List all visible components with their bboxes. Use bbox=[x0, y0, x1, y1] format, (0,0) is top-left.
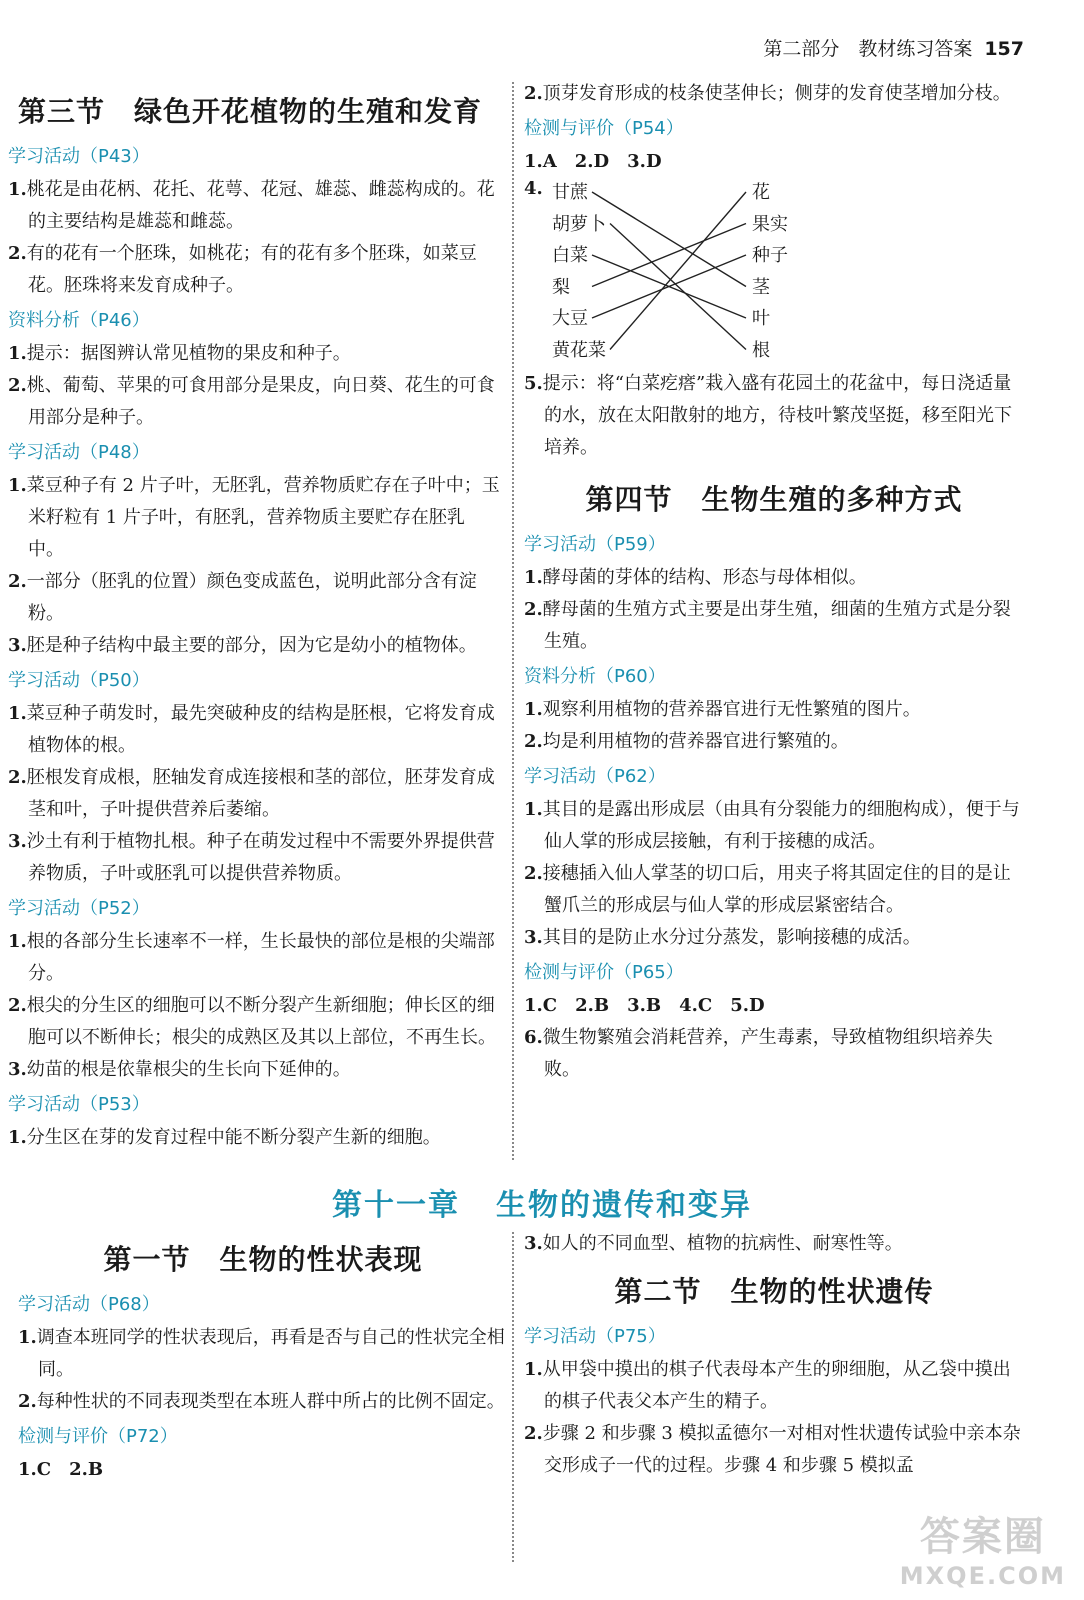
match-line bbox=[592, 224, 746, 287]
answer-item: 5.提示：将“白菜疙瘩”栽入盛有花园土的花盆中，每日浇适量的水，放在太阳散射的地方，待枝叶繁茂坚挺，移至阳光下培养。 bbox=[524, 373, 1012, 458]
answer-item: 1.提示：据图辨认常见植物的果皮和种子。 bbox=[8, 343, 351, 364]
answer-item: 3.其目的是防止水分过分蒸发，影响接穗的成活。 bbox=[524, 927, 921, 948]
answer-item: 3.幼苗的根是依靠根尖的生长向下延伸的。 bbox=[8, 1059, 351, 1080]
chapter-title bbox=[0, 1180, 1084, 1224]
section-label: 学习活动（P53） bbox=[8, 1094, 150, 1115]
left-blocks bbox=[8, 142, 500, 1154]
match-right-item: 果实 bbox=[752, 213, 788, 235]
match-left-item: 白菜 bbox=[552, 245, 588, 266]
section-label: 学习活动（P52） bbox=[8, 898, 150, 919]
section-title-1: 第一节 生物的性状表现 bbox=[103, 1243, 423, 1276]
section-label: 学习活动（P48） bbox=[8, 442, 150, 463]
match-right-item: 叶 bbox=[752, 308, 770, 329]
match-line bbox=[610, 224, 746, 350]
section-label: 检测与评价（P72） bbox=[18, 1426, 178, 1447]
choice-answers: 1.A 2.D 3.D bbox=[524, 151, 662, 172]
section-title-2: 第二节 生物的性状遗传 bbox=[614, 1275, 934, 1308]
section-label: 学习活动（P75） bbox=[524, 1326, 666, 1347]
answer-item: 3.沙土有利于植物扎根。种子在萌发过程中不需要外界提供营养物质，子叶或胚乳可以提供营养物质。 bbox=[8, 831, 495, 884]
answer-item: 1.菜豆种子有 2 片子叶，无胚乳，营养物质贮存在子叶中；玉米籽粒有 1 片子叶，有胚乳，营养物质主要贮存在胚乳中。 bbox=[8, 475, 500, 560]
answer-item: 1.菜豆种子萌发时，最先突破种皮的结构是胚根，它将发育成植物体的根。 bbox=[8, 703, 495, 756]
bottom-right-column bbox=[524, 1228, 1024, 1482]
section-label: 资料分析（P60） bbox=[524, 666, 666, 687]
match-lines bbox=[524, 178, 784, 368]
answer-item: 2.一部分（胚乳的位置）颜色变成蓝色，说明此部分含有淀粉。 bbox=[8, 571, 477, 624]
match-left-item: 甘蔗 bbox=[552, 182, 588, 203]
answer-item: 6.微生物繁殖会消耗营养，产生毒素，导致植物组织培养失败。 bbox=[524, 1027, 993, 1080]
answer-item: 1.调查本班同学的性状表现后，再看是否与自己的性状完全相同。 bbox=[18, 1327, 505, 1380]
answer-item: 2.根尖的分生区的细胞可以不断分裂产生新细胞；伸长区的细胞可以不断伸长；根尖的成熟区及其以上部位，不再生长。 bbox=[8, 995, 496, 1048]
choice-answers: 1.C 2.B 3.B 4.C 5.D bbox=[524, 995, 765, 1016]
answer-item: 1.桃花是由花柄、花托、花萼、花冠、雄蕊、雌蕊构成的。花的主要结构是雄蕊和雌蕊。 bbox=[8, 179, 495, 232]
match-right-item: 根 bbox=[752, 339, 770, 361]
section-label: 学习活动（P62） bbox=[524, 766, 666, 787]
answer-item: 1.其目的是露出形成层（由具有分裂能力的细胞构成），便于与仙人掌的形成层接触，有利于接穗的成活。 bbox=[524, 799, 1020, 852]
watermark-logo: 答案圈 MXQE.COM bbox=[899, 1514, 1066, 1590]
part-title: 第二部分 教材练习答案 bbox=[763, 38, 973, 60]
answer-item: 2.酵母菌的生殖方式主要是出芽生殖，细菌的生殖方式是分裂生殖。 bbox=[524, 599, 1011, 652]
answer-item: 2.每种性状的不同表现类型在本班人群中所占的比例不固定。 bbox=[18, 1391, 505, 1412]
section-label: 检测与评价（P65） bbox=[524, 962, 684, 983]
answer-item: 1.分生区在芽的发育过程中能不断分裂产生新的细胞。 bbox=[8, 1127, 441, 1148]
section-title-3: 第三节 绿色开花植物的生殖和发育 bbox=[18, 95, 483, 128]
section-title-4: 第四节 生物生殖的多种方式 bbox=[585, 483, 963, 516]
answer-item: 1.观察利用植物的营养器官进行无性繁殖的图片。 bbox=[524, 699, 921, 720]
section-label: 检测与评价（P54） bbox=[524, 118, 684, 139]
match-right-item: 花 bbox=[752, 182, 770, 203]
section-label: 学习活动（P68） bbox=[18, 1294, 160, 1315]
column-divider-bottom bbox=[512, 1232, 514, 1562]
answer-item: 2.胚根发育成根，胚轴发育成连接根和茎的部位，胚芽发育成茎和叶，子叶提供营养后萎缩。 bbox=[8, 767, 495, 820]
answer-item: 2.顶芽发育形成的枝条使茎伸长；侧芽的发育使茎增加分枝。 bbox=[524, 83, 1011, 104]
answer-item: 3.胚是种子结构中最主要的部分，因为它是幼小的植物体。 bbox=[8, 635, 477, 656]
answer-item: 2.桃、葡萄、苹果的可食用部分是果皮，向日葵、花生的可食用部分是种子。 bbox=[8, 375, 495, 428]
section-label: 学习活动（P59） bbox=[524, 534, 666, 555]
answer-item: 1.酵母菌的芽体的结构、形态与母体相似。 bbox=[524, 567, 867, 588]
match-left-item: 胡萝卜 bbox=[552, 213, 606, 235]
answer-item: 2.步骤 2 和步骤 3 模拟孟德尔一对相对性状遗传试验中亲本杂交形成子一代的过程。步骤 4 和步骤 5 模拟孟 bbox=[524, 1423, 1021, 1476]
section-label: 学习活动（P50） bbox=[8, 670, 150, 691]
answer-item: 2.有的花有一个胚珠，如桃花；有的花有多个胚珠，如菜豆花。胚珠将来发育成种子。 bbox=[8, 243, 477, 296]
left-column bbox=[8, 90, 500, 1154]
answer-item: 1.根的各部分生长速率不一样，生长最快的部位是根的尖端部分。 bbox=[8, 931, 495, 984]
chapter-name: 生物的遗传和变异 bbox=[496, 1188, 752, 1223]
answer-item: 2.接穗插入仙人掌茎的切口后，用夹子将其固定住的目的是让蟹爪兰的形成层与仙人掌的形成层紧密结合。 bbox=[524, 863, 1011, 916]
column-divider bbox=[512, 82, 514, 1160]
section-label: 资料分析（P46） bbox=[8, 310, 150, 331]
match-left-item: 黄花菜 bbox=[552, 339, 606, 361]
match-left-item: 大豆 bbox=[552, 308, 588, 329]
answer-item: 2.均是利用植物的营养器官进行繁殖的。 bbox=[524, 731, 849, 752]
page-number: 157 bbox=[984, 38, 1024, 60]
matching-number: 4. bbox=[524, 178, 543, 199]
bottom-left-column bbox=[18, 1238, 508, 1486]
chapter-number: 第十一章 bbox=[332, 1188, 460, 1223]
page-header bbox=[763, 34, 1024, 61]
choice-answers: 1.C 2.B bbox=[18, 1459, 104, 1480]
match-right-item: 种子 bbox=[752, 245, 788, 266]
match-right-item: 茎 bbox=[752, 276, 770, 298]
section-label: 学习活动（P43） bbox=[8, 146, 150, 167]
match-left-item: 梨 bbox=[552, 276, 570, 298]
answer-item: 3.如人的不同血型、植物的抗病性、耐寒性等。 bbox=[524, 1233, 903, 1254]
right-blocks bbox=[524, 530, 1024, 954]
match-line bbox=[592, 192, 746, 287]
answer-item: 1.从甲袋中摸出的棋子代表母本产生的卵细胞，从乙袋中摸出的棋子代表父本产生的精子。 bbox=[524, 1359, 1011, 1412]
matching-diagram bbox=[524, 178, 1024, 368]
right-column bbox=[524, 78, 1024, 1086]
